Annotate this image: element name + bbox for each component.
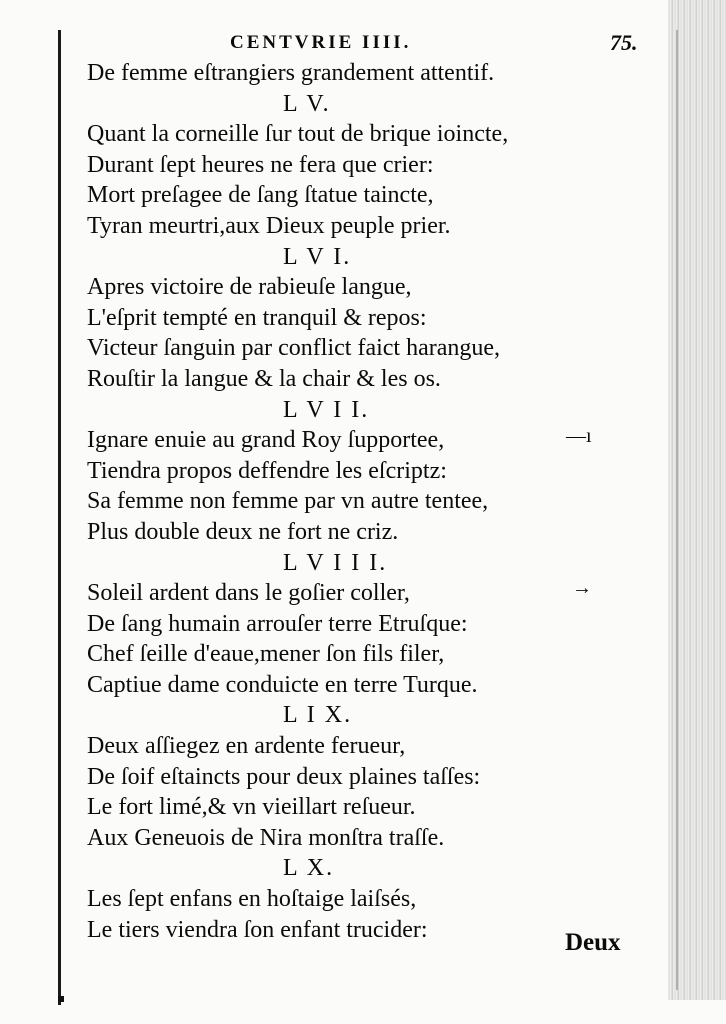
verse-line: Apres victoire de rabieuſe langue, bbox=[87, 274, 412, 301]
verse-line: De ſang humain arrouſer terre Etruſque: bbox=[87, 610, 468, 637]
ink-dot bbox=[58, 996, 64, 1002]
page-number: 75. bbox=[610, 30, 638, 55]
verse-line: Chef ſeille d'eaue,mener ſon fils filer, bbox=[87, 641, 445, 668]
quatrain-number: L V I. bbox=[283, 243, 352, 270]
quatrain-number: L V. bbox=[283, 90, 331, 117]
verse-line: De ſoif eſtaincts pour deux plaines taſſes: bbox=[87, 763, 481, 790]
quatrain-number: L I X. bbox=[283, 702, 353, 729]
verse-text bbox=[87, 58, 647, 945]
verse-line: Tyran meurtri,aux Dieux peuple prier. bbox=[87, 212, 451, 239]
verse-line: Sa femme non femme par vn autre tentee, bbox=[87, 488, 489, 515]
verse-line: L'eſprit tempté en tranquil & repos: bbox=[87, 304, 427, 331]
verse-line: Captiue dame conduicte en terre Turque. bbox=[87, 671, 478, 698]
verse-line: Aux Geneuois de Nira monſtra traſſe. bbox=[87, 824, 445, 851]
gutter-line bbox=[676, 30, 678, 990]
verse-line: Durant ſept heures ne fera que crier: bbox=[87, 151, 434, 178]
left-binding-rule bbox=[58, 30, 61, 1005]
verse-line: Les ſept enfans en hoſtaige laiſsés, bbox=[87, 886, 417, 913]
verse-line: Mort preſagee de ſang ſtatue taincte, bbox=[87, 182, 434, 209]
running-head: CENTVRIE IIII. bbox=[230, 32, 412, 53]
catchword: Deux bbox=[565, 929, 621, 956]
verse-line: Quant la corneille ſur tout de brique ioincte, bbox=[87, 121, 509, 148]
verse-line: Rouſtir la langue & la chair & les os. bbox=[87, 365, 441, 392]
margin-mark: —ı bbox=[566, 425, 592, 447]
verse-line: De femme eſtrangiers grandement attentif. bbox=[87, 60, 495, 86]
verse-line: Ignare enuie au grand Roy ſupportee, bbox=[87, 427, 445, 454]
verse-line: Plus double deux ne fort ne criz. bbox=[87, 518, 399, 545]
verse-line: Soleil ardent dans le goſier coller, bbox=[87, 580, 410, 607]
quatrain-number: L X. bbox=[283, 855, 335, 882]
verse-line: Deux aſſiegez en ardente ferueur, bbox=[87, 733, 406, 760]
quatrain-number: L V I I. bbox=[283, 396, 370, 423]
verse-line: Tiendra propos deffendre les eſcriptz: bbox=[87, 457, 447, 484]
quatrain-number: L V I I I. bbox=[283, 549, 388, 576]
page-header bbox=[90, 30, 650, 60]
margin-mark: → bbox=[572, 577, 592, 599]
verse-line: Victeur ſanguin par conflict faict harangue, bbox=[87, 335, 501, 362]
verse-line: Le fort limé,& vn vieillart reſueur. bbox=[87, 794, 416, 821]
verse-line: Le tiers viendra ſon enfant trucider: bbox=[87, 916, 428, 943]
